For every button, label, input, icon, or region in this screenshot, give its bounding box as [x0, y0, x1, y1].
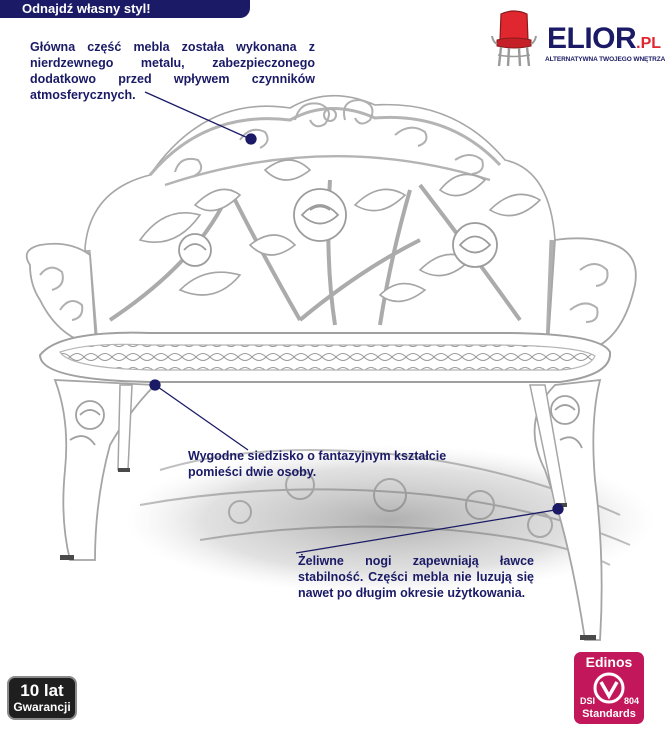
callout-legs: Żeliwne nogi zapewniają ławce stabilność. Części mebla nie luzują się nawet po długim okresie użytkowania. — [298, 554, 534, 600]
certificate-badge — [574, 652, 644, 724]
certificate-dsi: DSI — [580, 696, 596, 706]
callout-seat: Wygodne siedzisko o fantazyjnym kształcie pomieści dwie osoby. — [188, 449, 447, 479]
warranty-badge — [7, 676, 77, 720]
pointer-dot-icon — [246, 134, 256, 144]
pointer-dot-icon — [553, 504, 563, 514]
certificate-number: 804 — [623, 696, 639, 706]
slogan-banner: Odnajdź własny styl! — [0, 0, 250, 18]
certificate-brand: Edinos — [585, 654, 633, 670]
brand-tagline: ALTERNATYWNA TWOJEGO WNĘTRZA — [545, 56, 665, 63]
certificate-standards: Standards — [582, 708, 636, 720]
certification-mark-icon — [593, 672, 625, 704]
callout-backrest: Główna część mebla została wykonana z nierdzewnego metalu, zabezpieczonego dodatkowo przed wpływem czynników atmosferycznych. — [30, 40, 315, 102]
brand-name: ELIOR.PL — [547, 22, 662, 55]
warranty-label: Gwarancji — [13, 700, 71, 714]
pointer-dot-icon — [150, 380, 160, 390]
warranty-years: 10 lat — [20, 681, 64, 700]
